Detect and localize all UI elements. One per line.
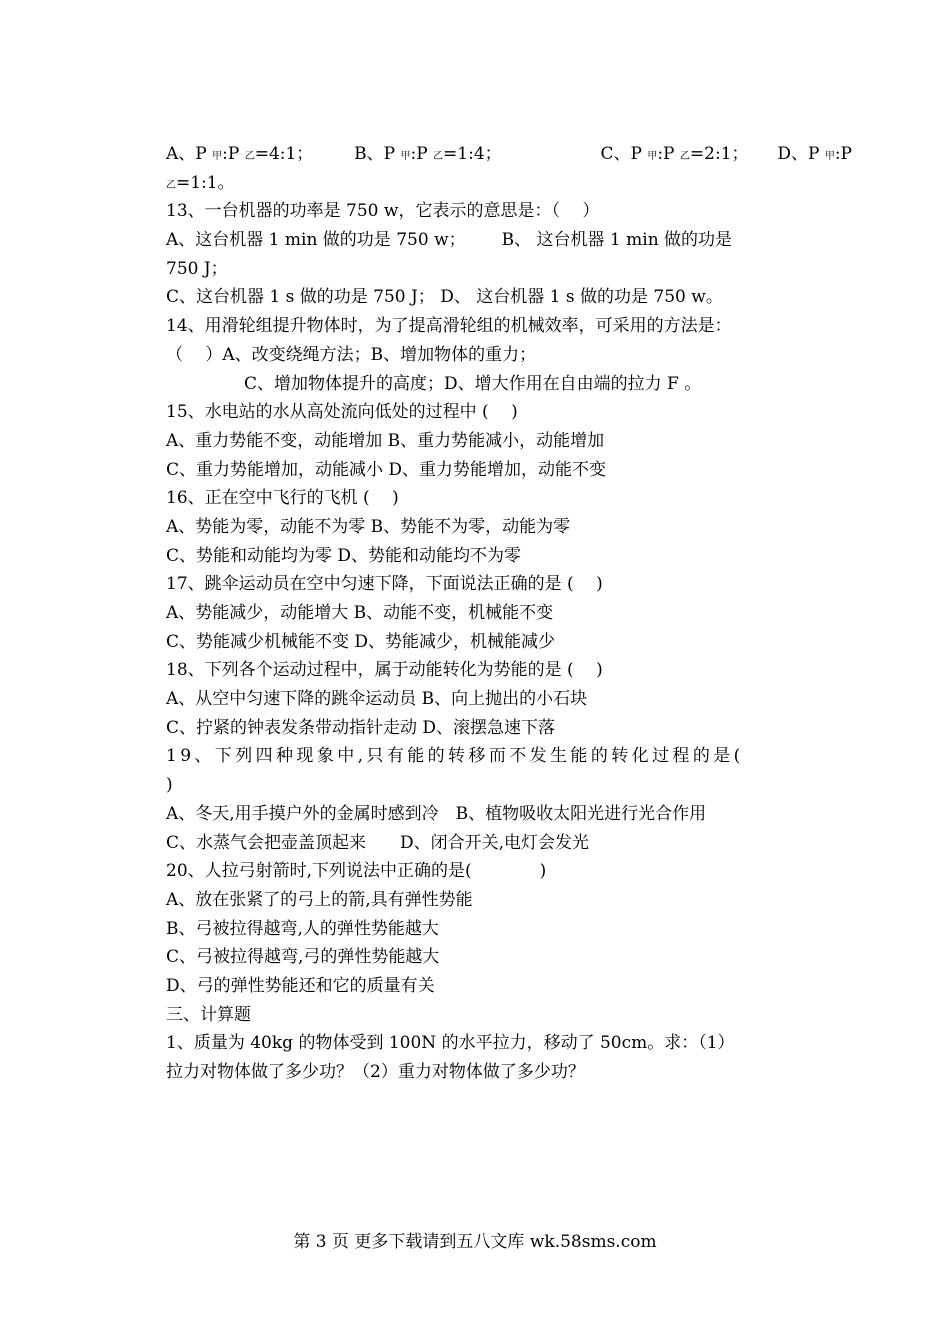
question-19: 19、下列四种现象中,只有能的转移而不发生能的转化过程的是( <box>166 746 744 767</box>
question-20-option-c: C、弓被拉得越弯,弓的弹性势能越大 <box>166 947 440 968</box>
subscript: 乙 <box>433 151 444 162</box>
calc-question-1-cont: 拉力对物体做了多少功？（2）重力对物体做了多少功？ <box>166 1062 585 1082</box>
option-text: =2:1； <box>689 144 749 164</box>
option-text: :P <box>222 144 245 164</box>
question-15-options-ab: A、重力势能不变，动能增加 B、重力势能减小，动能增加 <box>166 430 605 451</box>
subscript: 乙 <box>166 179 176 191</box>
question-17-options-ab: A、势能减少，动能增大 B、动能不变，机械能不变 <box>166 603 554 623</box>
question-14-options-cd: C、增加物体提升的高度；D、增大作用在自由端的拉力 F 。 <box>244 373 702 394</box>
question-15: 15、水电站的水从高处流向低处的过程中 ( ) <box>166 402 518 423</box>
question-14-options-ab: （ ）A、改变绕绳方法；B、增加物体的重力； <box>166 344 537 365</box>
question-18: 18、下列各个运动过程中，属于动能转化为势能的是 ( ) <box>166 660 603 681</box>
subscript: 甲 <box>647 151 658 162</box>
question-16: 16、正在空中飞行的飞机 ( ) <box>166 488 399 509</box>
question-13: 13、一台机器的功率是 750 w，它表示的意思是：（ ） <box>166 201 600 222</box>
option-a: A、这台机器 1 min 做的功是 750 w； <box>166 230 466 251</box>
question-14: 14、用滑轮组提升物体时，为了提高滑轮组的机械效率，可采用的方法是： <box>166 316 732 337</box>
question-19-end: ) <box>166 775 173 796</box>
question-13-options-cd: C、这台机器 1 s 做的功是 750 J； D、 这台机器 1 s 做的功是 750 w。 <box>166 287 723 308</box>
question-20-option-d: D、弓的弹性势能还和它的质量有关 <box>166 975 435 996</box>
option-text: =4:1； <box>254 144 314 164</box>
option-c: C、P <box>600 144 648 164</box>
question-20-option-a: A、放在张紧了的弓上的箭,具有弹性势能 <box>166 889 473 910</box>
question-16-options-cd: C、势能和动能均为零 D、势能和动能均不为零 <box>166 545 522 566</box>
subscript: 甲 <box>212 151 223 162</box>
question-18-options-cd: C、拧紧的钟表发条带动指针走动 D、滚摆急速下落 <box>166 717 556 738</box>
question-16-options-ab: A、势能为零，动能不为零 B、势能不为零，动能为零 <box>166 516 571 537</box>
option-d: D、P <box>777 144 825 164</box>
q12-options-line <box>166 140 852 169</box>
question-20: 20、人拉弓射箭时,下列说法中正确的是( ) <box>166 861 547 882</box>
question-15-options-cd: C、重力势能增加，动能减小 D、重力势能增加，动能不变 <box>166 459 607 480</box>
subscript: 乙 <box>244 151 255 162</box>
option-text: =1:1。 <box>176 172 235 193</box>
page-footer: 第 3 页 更多下载请到五八文库 wk.58sms.com <box>293 1232 657 1252</box>
question-17: 17、跳伞运动员在空中匀速下降，下面说法正确的是 ( ) <box>166 574 603 595</box>
option-text: :P <box>410 144 434 164</box>
question-13-option-b-cont: 750 J； <box>166 258 228 279</box>
option-text: =1:4； <box>443 144 502 164</box>
subscript: 乙 <box>679 151 690 162</box>
question-20-option-b: B、弓被拉得越弯,人的弹性势能越大 <box>166 918 439 939</box>
document-body <box>166 140 852 1087</box>
question-19-options-cd: C、水蒸气会把壶盖顶起来 D、闭合开关,电灯会发光 <box>166 832 590 853</box>
option-b: B、P <box>354 144 401 164</box>
question-13-options-ab <box>166 226 786 255</box>
subscript: 甲 <box>824 151 835 162</box>
question-19-options-ab: A、冬天,用手摸户外的金属时感到冷 B、植物吸收太阳光进行光合作用 <box>166 803 707 824</box>
section-heading: 三、计算题 <box>166 1004 251 1025</box>
calc-question-1: 1、质量为 40kg 的物体受到 100N 的水平拉力，移动了 50cm。求：（1） <box>166 1033 735 1054</box>
question-17-options-cd: C、势能减少机械能不变 D、势能减少，机械能减少 <box>166 631 556 652</box>
option-text: :P <box>834 144 852 164</box>
option-text: :P <box>657 144 680 164</box>
option-a: A、P <box>166 144 213 164</box>
subscript: 甲 <box>400 151 411 162</box>
option-b: B、 这台机器 1 min 做的功是 <box>501 230 733 251</box>
question-18-options-ab: A、从空中匀速下降的跳伞运动员 B、向上抛出的小石块 <box>166 689 588 710</box>
q12-options-line-2 <box>166 169 786 198</box>
